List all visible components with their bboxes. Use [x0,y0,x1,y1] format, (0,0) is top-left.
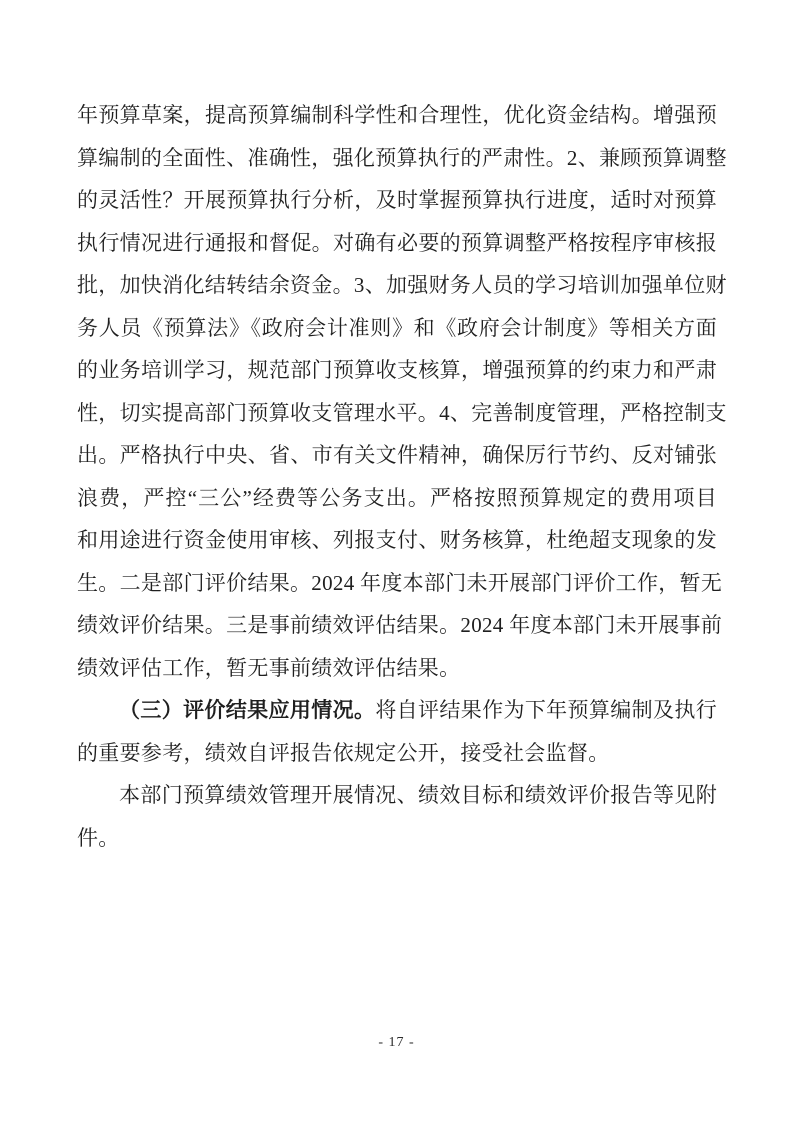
text-line: 浪费，严控“三公”经费等公务支出。严格按照预算规定的费用项目 [77,485,717,510]
body-text [77,94,727,859]
text-line: 务人员《预算法》《政府会计准则》和《政府会计制度》等相关方面 [77,315,717,340]
text-line: 执行情况进行通报和督促。对确有必要的预算调整严格按程序审核报 [77,230,717,255]
section-heading-inline: （三）评价结果应用情况。 [119,698,376,722]
text-line: （三）评价结果应用情况。将自评结果作为下年预算编制及执行 [119,698,717,722]
text-line: 本部门预算绩效管理开展情况、绩效目标和绩效评价报告等见附 [119,783,717,807]
text-line: 和用途进行资金使用审核、列报支付、财务核算，杜绝超支现象的发 [77,528,717,552]
text-line: 出。严格执行中央、省、市有关文件精神，确保厉行节约、反对铺张 [77,443,717,467]
text-line: 生。二是部门评价结果。2024 年度本部门未开展部门评价工作，暂无 [77,570,723,595]
page-number: - 17 - [378,1035,415,1050]
text-line: 年预算草案，提高预算编制科学性和合理性，优化资金结构。增强预 [77,103,717,127]
text-line: 绩效评估工作，暂无事前绩效评估结果。 [77,655,461,680]
text-line: 绩效评价结果。三是事前绩效评估结果。2024 年度本部门未开展事前 [77,613,723,637]
text-line: 的灵活性？开展预算执行分析，及时掌握预算执行进度，适时对预算 [77,188,717,212]
text-line: 件。 [77,825,120,850]
text-line: 的业务培训学习，规范部门预算收支核算，增强预算的约束力和严肃 [77,358,717,382]
text-line: 性，切实提高部门预算收支管理水平。4、完善制度管理，严格控制支 [77,400,727,425]
text-line: 的重要参考，绩效自评报告依规定公开，接受社会监督。 [77,740,610,765]
text-line: 批，加快消化结转结余资金。3、加强财务人员的学习培训加强单位财 [77,273,727,297]
text-line: 算编制的全面性、准确性，强化预算执行的严肃性。2、兼顾预算调整 [77,145,727,170]
